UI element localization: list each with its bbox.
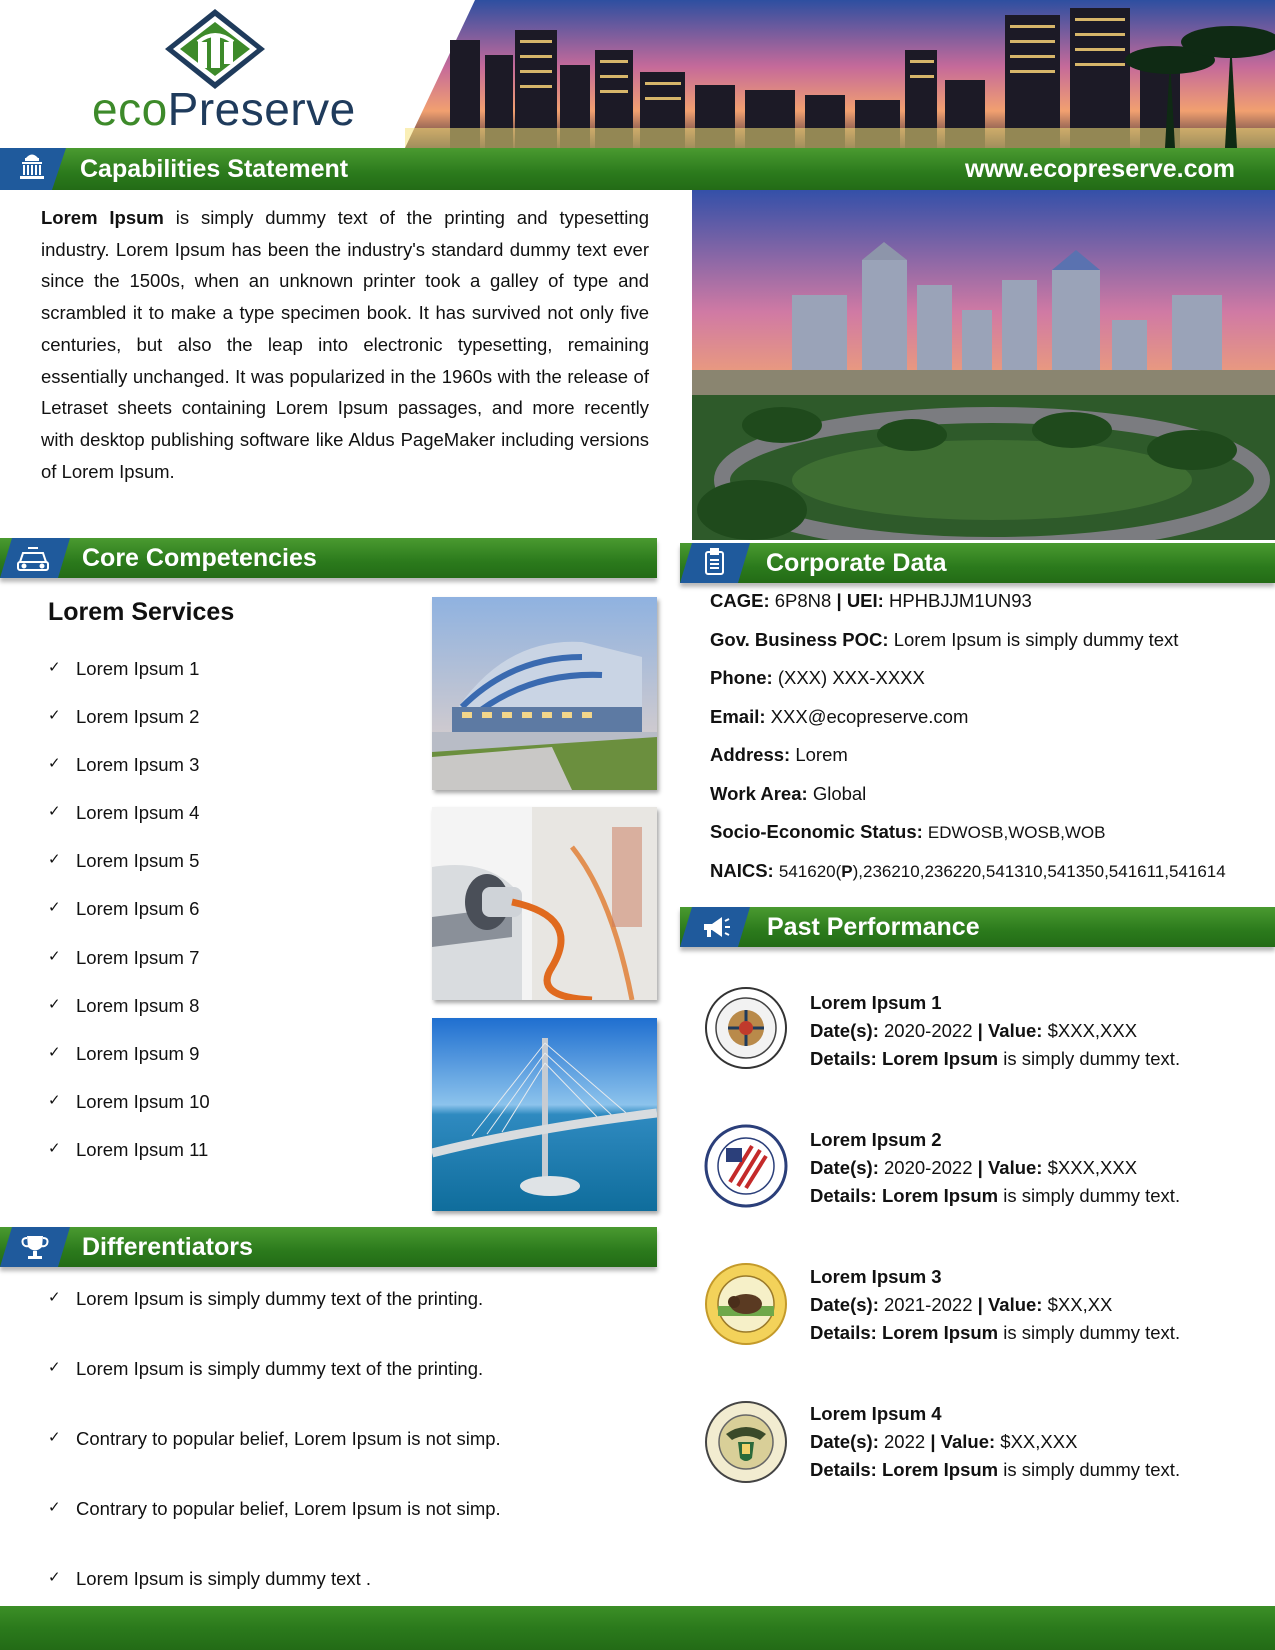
pp-value-label: Value:: [940, 1431, 996, 1452]
intro-lead: Lorem Ipsum: [41, 207, 164, 228]
cage-value: 6P8N8: [774, 590, 832, 611]
work-area-line: [710, 783, 866, 805]
skyline-banner-photo: [405, 0, 1275, 148]
pp-details-bold: Lorem Ipsum: [881, 1048, 999, 1069]
pp-name: Lorem Ipsum 2: [810, 1129, 942, 1150]
brand-part-preserve: Preserve: [167, 83, 356, 135]
poc-value: Lorem Ipsum is simply dummy text: [893, 629, 1179, 650]
pp-dates: 2020-2022: [884, 1020, 973, 1041]
pp-value-label: Value:: [987, 1294, 1043, 1315]
past-performance-item: [810, 1263, 1180, 1347]
checkmark-icon: ✓: [48, 803, 61, 820]
address-value: Lorem: [795, 744, 848, 765]
convention-center-photo: [432, 597, 657, 790]
naics-value: [779, 862, 1226, 881]
phone-label: Phone:: [710, 667, 773, 688]
pp-date-label: Date(s):: [810, 1157, 879, 1178]
checkmark-icon: ✓: [48, 1044, 61, 1061]
checkmark-icon: ✓: [48, 1499, 61, 1516]
clipboard-icon: [680, 543, 750, 583]
work-area-label: Work Area:: [710, 783, 808, 804]
pp-date-label: Date(s):: [810, 1431, 879, 1452]
socio-economic-label: Socio-Economic Status:: [710, 821, 923, 842]
email-value[interactable]: XXX@ecopreserve.com: [770, 706, 969, 727]
pp-name: Lorem Ipsum 4: [810, 1403, 942, 1424]
socio-economic-line: [710, 821, 1105, 843]
past-performance-item: [810, 1400, 1180, 1484]
pp-details-label: Details:: [810, 1459, 877, 1480]
pp-details-text: is simply dummy text.: [998, 1322, 1181, 1343]
pp-name: Lorem Ipsum 3: [810, 1266, 942, 1287]
uei-value: HPHBJJM1UN93: [888, 590, 1032, 611]
footer-bar: [0, 1606, 1275, 1650]
differentiators-title: Differentiators: [82, 1233, 253, 1261]
naics-other-codes: ),236210,236220,541310,541350,541611,541614: [852, 862, 1226, 881]
core-competencies-title: Core Competencies: [82, 544, 317, 572]
corporate-data-title: Corporate Data: [766, 549, 947, 577]
pp-details-bold: Lorem Ipsum: [881, 1185, 999, 1206]
checkmark-icon: ✓: [48, 899, 61, 916]
pp-name: Lorem Ipsum 1: [810, 992, 942, 1013]
pp-date-label: Date(s):: [810, 1294, 879, 1315]
email-label: Email:: [710, 706, 766, 727]
checkmark-icon: ✓: [48, 851, 61, 868]
naics-label: NAICS:: [710, 860, 774, 881]
pp-details-bold: Lorem Ipsum: [881, 1322, 999, 1343]
checkmark-icon: ✓: [48, 1359, 61, 1376]
cage-uei-line: [710, 590, 1032, 612]
checkmark-icon: ✓: [48, 659, 61, 676]
past-performance-item: [810, 989, 1180, 1073]
page-title: Capabilities Statement: [80, 155, 349, 183]
past-performance-item: [810, 1126, 1180, 1210]
phone-line: [710, 667, 925, 689]
brand-wordmark: [92, 83, 356, 135]
car-icon: [0, 538, 70, 578]
phone-value: (XXX) XXX-XXXX: [777, 667, 925, 688]
address-line: [710, 744, 848, 766]
poc-label: Gov. Business POC:: [710, 629, 889, 650]
checkmark-icon: ✓: [48, 1429, 61, 1446]
interior-department-seal-icon: [704, 1262, 788, 1346]
checkmark-icon: ✓: [48, 707, 61, 724]
megaphone-icon: [680, 907, 750, 947]
services-heading: Lorem Services: [48, 598, 235, 626]
poc-line: [710, 629, 1178, 651]
pp-value-label: Value:: [987, 1020, 1043, 1041]
intro-text: is simply dummy text of the printing and typesetting industry. Lorem Ipsum has been the industry's standard dummy text ever since the 1500s, when an unknown printer took a galley of type and scrambled it to make a type specimen book. It has survived not only five centuries, but also the leap into electronic typesetting, remaining essentially unchanged. It was popularized in the 1960s with the release of Letraset sheets containing Lorem Ipsum passages, and more recently with desktop publishing software like Aldus PageMaker including versions of Lorem Ipsum.: [41, 207, 649, 482]
bridge-photo: [432, 1018, 657, 1211]
checkmark-icon: ✓: [48, 755, 61, 772]
capitol-building-icon: [0, 148, 66, 190]
checkmark-icon: ✓: [48, 948, 61, 965]
pp-dates: 2022: [884, 1431, 926, 1452]
ecopreserve-logo-icon: [160, 6, 270, 92]
election-commission-seal-icon: [704, 1124, 788, 1208]
pp-details-bold: Lorem Ipsum: [881, 1459, 999, 1480]
cage-label: CAGE:: [710, 590, 770, 611]
address-label: Address:: [710, 744, 791, 765]
checkmark-icon: ✓: [48, 1140, 61, 1157]
separator: |: [977, 1294, 983, 1315]
intro-paragraph: [41, 202, 649, 487]
defense-agency-seal-icon: [704, 986, 788, 1070]
pp-dates: 2020-2022: [884, 1157, 973, 1178]
accountability-office-seal-icon: [704, 1400, 788, 1484]
checkmark-icon: ✓: [48, 1289, 61, 1306]
brand-part-eco: eco: [92, 83, 168, 135]
email-line: [710, 706, 968, 728]
pp-value: $XXX,XXX: [1047, 1157, 1138, 1178]
pp-details-label: Details:: [810, 1322, 877, 1343]
separator: |: [977, 1157, 983, 1178]
naics-primary-code: 541620(: [778, 862, 842, 881]
work-area-value: Global: [812, 783, 867, 804]
separator: |: [836, 590, 842, 611]
pp-value: $XX,XXX: [1000, 1431, 1078, 1452]
ev-charging-photo: [432, 807, 657, 1000]
checkmark-icon: ✓: [48, 1569, 61, 1586]
pp-details-text: is simply dummy text.: [998, 1459, 1181, 1480]
pp-date-label: Date(s):: [810, 1020, 879, 1041]
uei-label: UEI:: [846, 590, 884, 611]
pp-details-text: is simply dummy text.: [998, 1185, 1181, 1206]
pp-details-label: Details:: [810, 1185, 877, 1206]
separator: |: [930, 1431, 936, 1452]
separator: |: [977, 1020, 983, 1041]
pp-dates: 2021-2022: [884, 1294, 973, 1315]
pp-details-text: is simply dummy text.: [998, 1048, 1181, 1069]
city-photo: [692, 190, 1275, 540]
naics-primary-marker: P: [841, 862, 853, 881]
naics-line: [710, 860, 1226, 882]
checkmark-icon: ✓: [48, 996, 61, 1013]
past-performance-title: Past Performance: [767, 913, 980, 941]
pp-value: $XXX,XXX: [1047, 1020, 1138, 1041]
trophy-icon: [0, 1227, 70, 1267]
website-link[interactable]: www.ecopreserve.com: [964, 155, 1235, 183]
pp-details-label: Details:: [810, 1048, 877, 1069]
checkmark-icon: ✓: [48, 1092, 61, 1109]
socio-economic-value: EDWOSB,WOSB,WOB: [927, 823, 1106, 842]
pp-value: $XX,XX: [1047, 1294, 1113, 1315]
pp-value-label: Value:: [987, 1157, 1043, 1178]
